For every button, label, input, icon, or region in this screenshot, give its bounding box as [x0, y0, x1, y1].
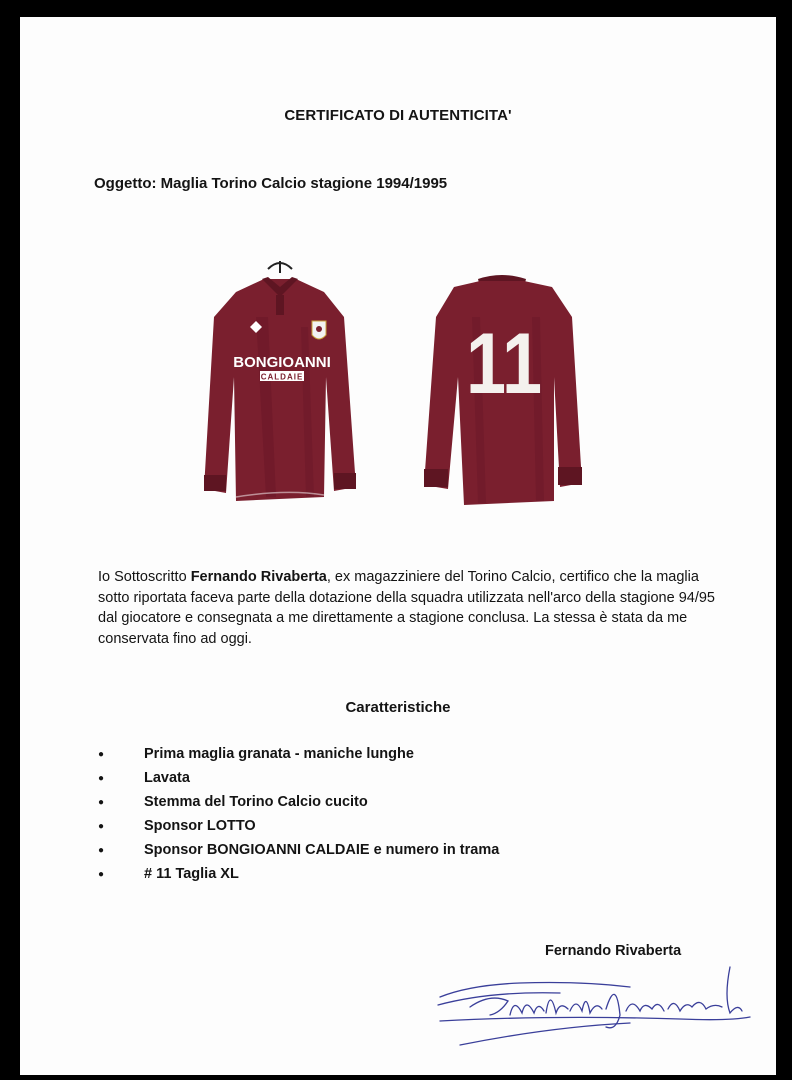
features-list [98, 742, 499, 886]
list-item: ● Sponsor BONGIOANNI CALDAIE e numero in trama [98, 842, 500, 858]
list-item: ● Lavata [98, 770, 190, 786]
signature-name: Fernando Rivaberta [545, 943, 682, 959]
jersey-front-image [196, 257, 364, 507]
body-intro: Io Sottoscritto [98, 569, 191, 585]
bullet-icon: ● [98, 844, 105, 856]
body-text: , ex magazziniere del Torino Calcio, certifico che la maglia sotto riportata faceva parte della dotazione della squadra utilizzata nell'arco della stagione 94/95 dal giocatore e consegnata a me direttamente a stagione conclusa. La stessa è stata da me conservata fino ad oggi. [98, 569, 716, 647]
list-item: ● Sponsor LOTTO [98, 818, 256, 834]
body-name: Fernando Rivaberta [190, 569, 327, 585]
list-item: ● # 11 Taglia XL [98, 866, 239, 882]
bullet-icon: ● [98, 796, 105, 808]
certificate-title: CERTIFICATO DI AUTENTICITA' [284, 107, 512, 124]
bullet-icon: ● [98, 820, 105, 832]
bullet-icon: ● [98, 772, 105, 784]
sponsor-text-1: BONGIOANNI [233, 354, 331, 371]
certificate-body [98, 567, 718, 649]
subject-line: Oggetto: Maglia Torino Calcio stagione 1994/1995 [94, 175, 448, 192]
jersey-number: 11 [465, 314, 543, 412]
sponsor-text-2: CALDAIE [260, 372, 304, 382]
bullet-icon: ● [98, 748, 105, 760]
list-item: ● Prima maglia granata - maniche lunghe [98, 746, 414, 762]
jersey-back-image [412, 257, 592, 517]
features-title: Caratteristiche [345, 699, 451, 716]
bullet-icon: ● [98, 868, 105, 880]
certificate-page [20, 17, 776, 1075]
list-item: ● Stemma del Torino Calcio cucito [98, 794, 368, 810]
handwritten-signature [430, 957, 760, 1062]
